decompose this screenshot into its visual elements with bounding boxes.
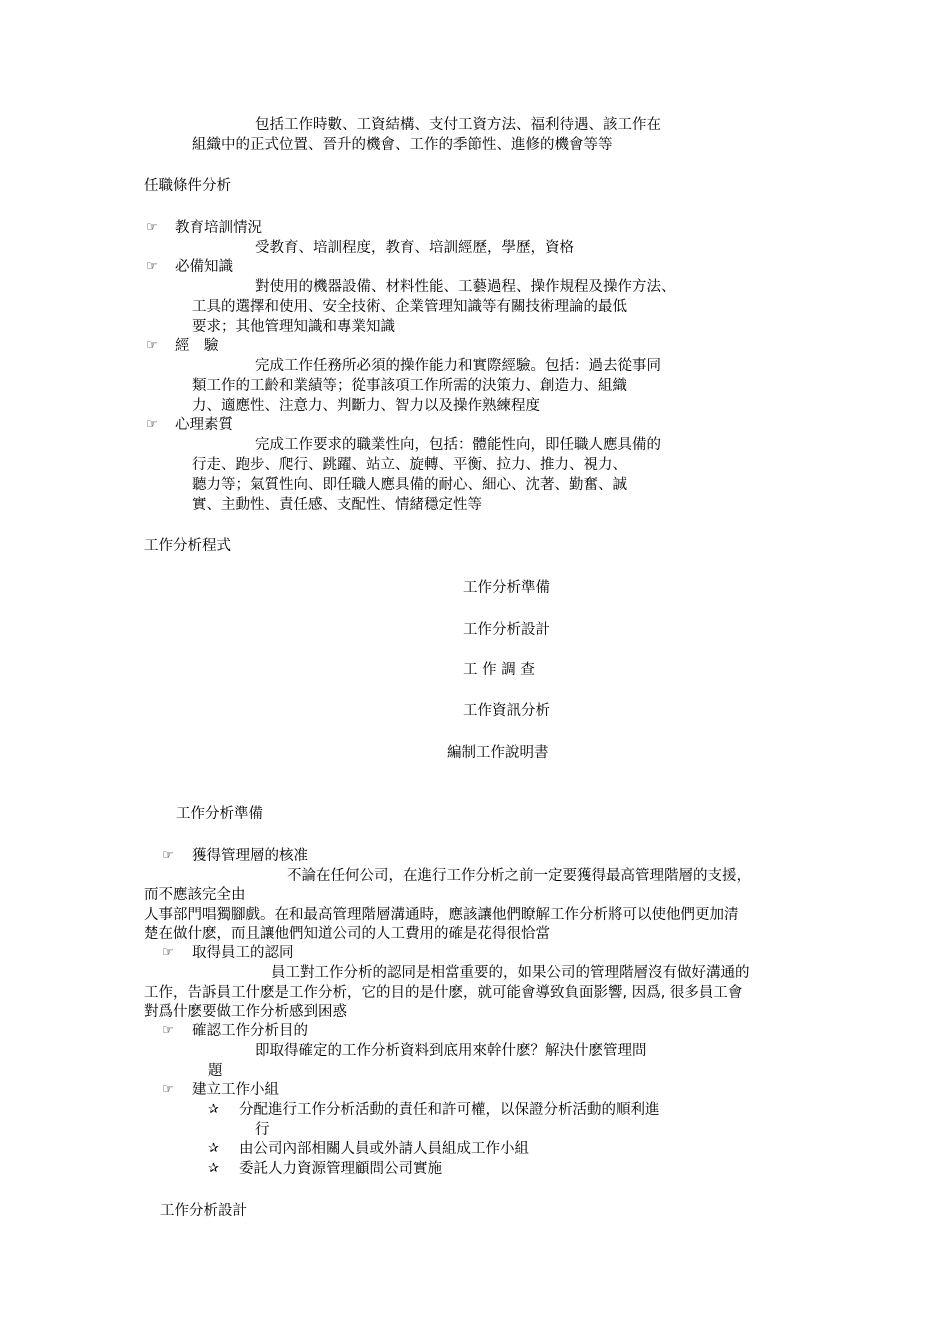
pointing-hand-icon: ☞ [162, 848, 174, 863]
pointing-hand-icon: ☞ [162, 1082, 174, 1097]
section-heading-design: 工作分析設計 [160, 1203, 247, 1219]
item-text-knowledge-3: 要求；其他管理知識和專業知識 [192, 319, 395, 335]
item-text-experience-2: 類工作的工齡和業績等；從事該項工作所需的決策力、創造力、組織 [192, 378, 627, 394]
pointing-hand-icon: ☞ [146, 417, 158, 432]
work-conditions-line-2: 組織中的正式位置、晉升的機會、工作的季節性、進修的機會等等 [192, 137, 613, 153]
item-label-employee-recognition: 取得員工的認同 [192, 945, 294, 961]
item-text-knowledge-2: 工具的選擇和使用、安全技術、企業管理知識等有關技術理論的最低 [192, 299, 627, 315]
item-label-psychology: 心理素質 [175, 417, 233, 433]
item-label-team: 建立工作小組 [192, 1082, 279, 1098]
item-label-experience: 經 驗 [175, 338, 219, 354]
pointing-hand-icon: ☞ [146, 259, 158, 274]
item-text-psychology-2: 行走、跑步、爬行、跳躍、站立、旋轉、平衡、拉力、推力、視力、 [192, 457, 627, 473]
item-text-experience-3: 力、適應性、注意力、判斷力、智力以及操作熟練程度 [192, 398, 540, 414]
item-label-education: 教育培訓情況 [175, 220, 262, 236]
subitem-text-team-3: 委託人力資源管理顧問公司實施 [239, 1161, 442, 1177]
item-label-approval: 獲得管理層的核准 [192, 848, 308, 864]
item-text-approval-4: 楚在做什麽，而且讓他們知道公司的人工費用的確是花得很恰當 [144, 926, 550, 942]
subitem-text-team-2: 由公司內部相關人員或外請人員組成工作小組 [239, 1141, 529, 1157]
item-text-purpose-2: 題 [208, 1063, 223, 1079]
item-text-approval-2: 而不應該完全由 [144, 887, 246, 903]
item-text-psychology-3: 聽力等；氣質性向、即任職人應具備的耐心、細心、沈著、勤奮、誠 [192, 477, 627, 493]
section-heading-qualification: 任職條件分析 [144, 178, 231, 194]
subitem-text-team-1b: 行 [255, 1122, 270, 1138]
item-text-psychology-1: 完成工作要求的職業性向，包括：體能性向，即任職人應具備的 [255, 437, 661, 453]
item-text-employee-1: 員工對工作分析的認同是相當重要的，如果公司的管理階層沒有做好溝通的 [271, 965, 750, 981]
item-text-purpose-1: 即取得確定的工作分析資料到底用來幹什麽？解決什麽管理問 [255, 1043, 647, 1059]
star-icon: ✰ [208, 1102, 219, 1117]
item-text-psychology-4: 實、主動性、責任感、支配性、情緒穩定性等 [192, 497, 482, 513]
star-icon: ✰ [208, 1161, 219, 1176]
item-text-employee-3: 對爲什麽要做工作分析感到困惑 [144, 1004, 347, 1020]
pointing-hand-icon: ☞ [146, 338, 158, 353]
star-icon: ✰ [208, 1141, 219, 1156]
item-text-approval-3: 人事部門唱獨腳戲。在和最高管理階層溝通時，應該讓他們瞭解工作分析將可以使他們更加清 [144, 907, 739, 923]
pointing-hand-icon: ☞ [162, 945, 174, 960]
item-text-experience-1: 完成工作任務所必須的操作能力和實際經驗。包括：過去從事同 [255, 358, 661, 374]
section-heading-preparation: 工作分析準備 [176, 806, 263, 822]
item-text-approval-1: 不論在任何公司，在進行工作分析之前一定要獲得最高管理階層的支援， [287, 868, 751, 884]
procedure-step-3: 工 作 調 查 [463, 662, 535, 678]
item-text-education: 受教育、培訓程度，教育、培訓經歷，學歷，資格 [255, 240, 574, 256]
item-label-knowledge: 必備知識 [175, 259, 233, 275]
subitem-text-team-1a: 分配進行工作分析活動的責任和許可權，以保證分析活動的順利進 [239, 1102, 660, 1118]
item-text-employee-2: 工作，告訴員工什麽是工作分析，它的目的是什麽，就可能會導致負面影響, 因爲, 很多員工會 [144, 985, 743, 1001]
item-text-knowledge-1: 對使用的機器設備、材料性能、工藝過程、操作規程及操作方法、 [255, 279, 676, 295]
section-heading-procedure: 工作分析程式 [144, 538, 231, 554]
item-label-purpose: 確認工作分析目的 [192, 1023, 308, 1039]
pointing-hand-icon: ☞ [146, 220, 158, 235]
work-conditions-line-1: 包括工作時數、工資結構、支付工資方法、福利待遇、該工作在 [255, 117, 661, 133]
procedure-step-5: 編制工作說明書 [447, 745, 549, 761]
procedure-step-2: 工作分析設計 [463, 622, 550, 638]
pointing-hand-icon: ☞ [162, 1023, 174, 1038]
procedure-step-4: 工作資訊分析 [463, 703, 550, 719]
procedure-step-1: 工作分析準備 [463, 580, 550, 596]
